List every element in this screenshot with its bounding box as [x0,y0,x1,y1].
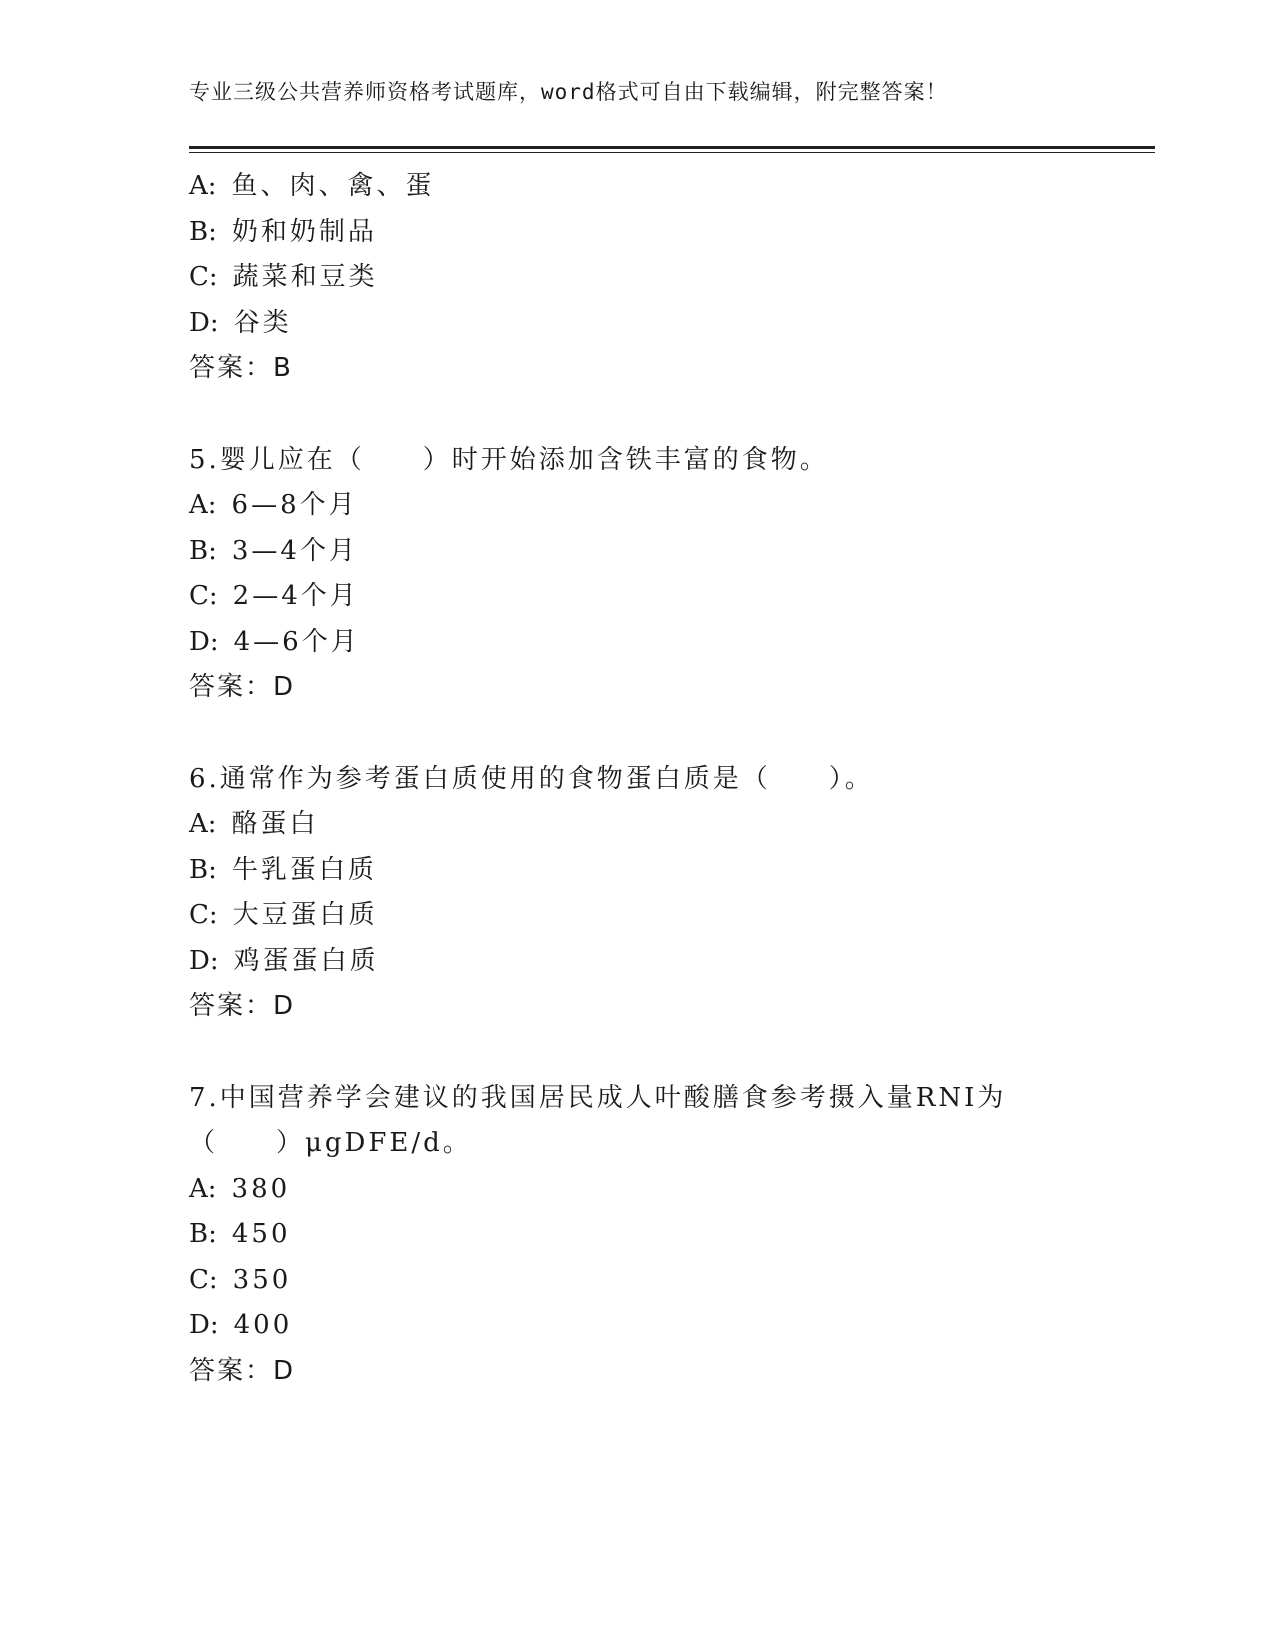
option-text: 奶和奶制品 [231,216,377,247]
option-b: B: 牛乳蛋白质 [189,854,377,885]
header-divider [189,146,1155,153]
question-stem: 6.通常作为参考蛋白质使用的食物蛋白质是（ ）。 [189,763,874,794]
option-c: C: 350 [189,1264,292,1295]
option-a: A: 6—8个月 [189,490,358,520]
option-text: 450 [231,1219,291,1249]
option-text: 谷类 [233,307,292,338]
page-header: 专业三级公共营养师资格考试题库，word格式可自由下载编辑，附完整答案！ [189,80,948,104]
answer-value: D [273,1355,294,1386]
option-text: 鸡蛋蛋白质 [233,945,379,976]
partial-question-block [189,164,1119,392]
question-6 [189,757,1119,1030]
answer-line: 答案：D [189,672,294,702]
answer-line: 答案：D [189,991,294,1021]
option-text: 2—4个月 [232,581,359,611]
option-c: C: 大豆蛋白质 [189,900,378,930]
option-b: B: 450 [189,1219,291,1249]
option-text: 380 [231,1173,291,1204]
option-text: 400 [233,1310,293,1340]
question-5 [189,438,1119,711]
option-d: D: 400 [189,1310,293,1340]
option-b: B: 3—4个月 [189,535,358,566]
question-stem: 5.婴儿应在（ ）时开始添加含铁丰富的食物。 [189,444,829,475]
question-7 [189,1076,1119,1395]
option-text: 6—8个月 [231,490,358,520]
question-stem: 7.中国营养学会建议的我国居民成人叶酸膳食参考摄入量RNI为（ ）μgDFE/d。 [189,1082,1007,1158]
option-d: D: 4—6个月 [189,626,360,657]
option-c: C: 蔬菜和豆类 [189,262,378,292]
answer-value: B [273,353,291,383]
option-a: A: 380 [189,1173,291,1204]
question-content [189,164,1119,1394]
answer-value: D [273,672,294,702]
option-b: B: 奶和奶制品 [189,216,377,247]
option-d: D: 谷类 [189,307,292,338]
option-text: 4—6个月 [233,626,360,657]
answer-value: D [273,991,294,1021]
answer-line: 答案：B [189,353,291,383]
option-text: 大豆蛋白质 [232,900,378,930]
option-text: 鱼、肉、禽、蛋 [231,171,435,201]
option-text: 3—4个月 [231,535,358,566]
answer-line: 答案：D [189,1355,294,1386]
option-a: A: 鱼、肉、禽、蛋 [189,171,435,201]
option-text: 350 [232,1264,292,1295]
option-text: 酪蛋白 [231,809,319,839]
option-text: 蔬菜和豆类 [232,262,378,292]
option-text: 牛乳蛋白质 [231,854,377,885]
option-a: A: 酪蛋白 [189,809,319,839]
option-d: D: 鸡蛋蛋白质 [189,945,379,976]
option-c: C: 2—4个月 [189,581,359,611]
